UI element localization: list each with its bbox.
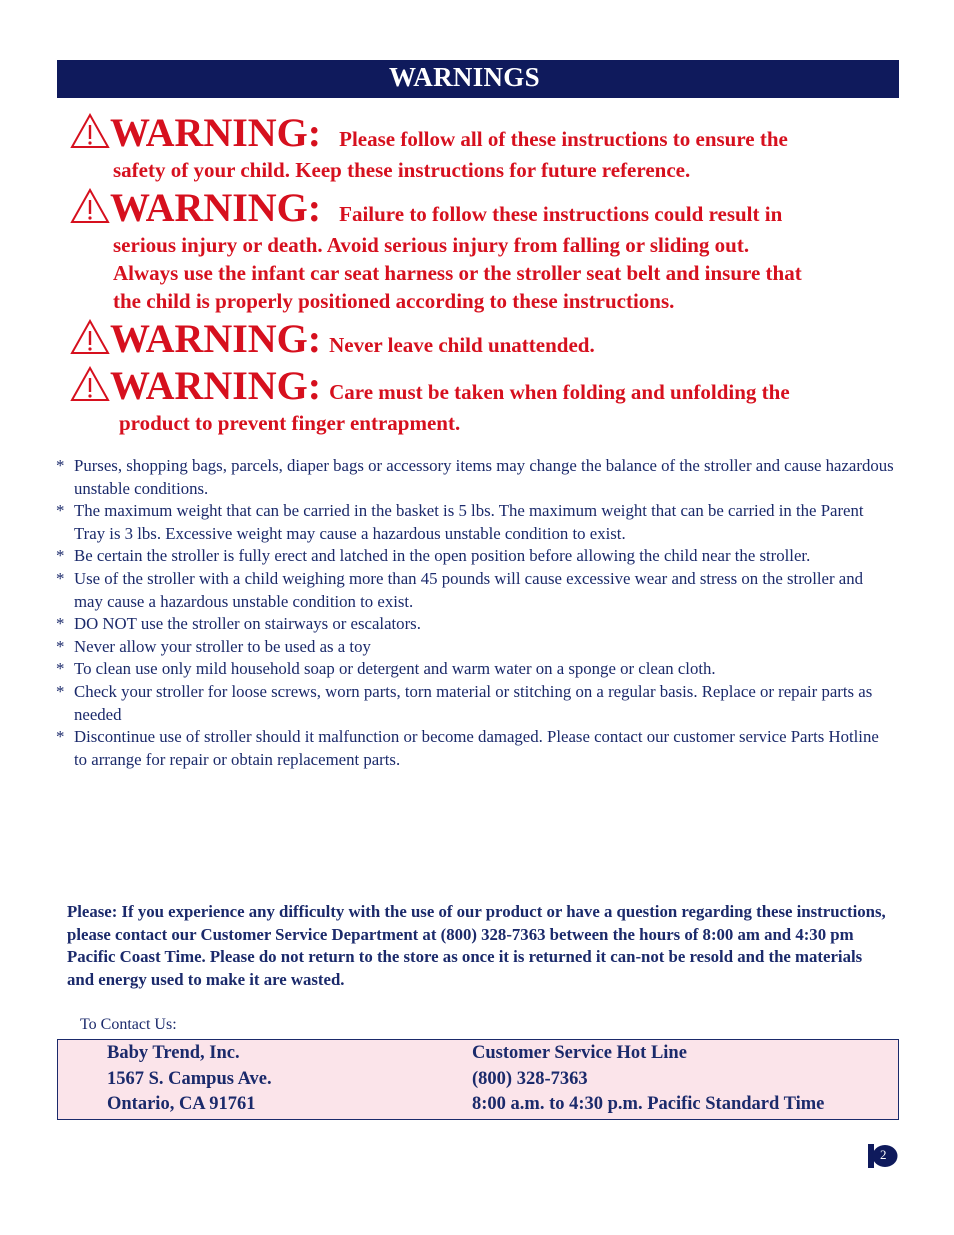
bullet-text: The maximum weight that can be carried in the basket is 5 lbs. The maximum weight that can be carried in the Parent Tray is 3 lbs. Excessive weight may cause a hazardous unstable condition to exist. [74,501,864,543]
list-item: * Never allow your stroller to be used as a toy [56,636,896,659]
warning-label: WARNING: [110,185,322,230]
contact-box [57,1039,899,1120]
warning-continuation: safety of your child. Keep these instructions for future reference. [113,158,691,182]
warning-message: Care must be taken when folding and unfolding the [329,380,790,404]
safety-bullet-list [56,455,896,771]
warnings-header-title: WARNINGS [389,62,540,92]
warning-label: WARNING: [110,363,322,408]
list-item: * DO NOT use the stroller on stairways or escalators. [56,613,896,636]
warning-block-1 [70,110,788,184]
warning-continuation: product to prevent finger entrapment. [119,411,461,435]
company-street: 1567 S. Campus Ave. [107,1068,272,1089]
hotline-phone: (800) 328-7363 [472,1068,588,1089]
bullet-text: Discontinue use of stroller should it malfunction or become damaged. Please contact our customer service Parts Hotline to arrange for repair or obtain replacement parts. [74,727,879,769]
warning-continuation: serious injury or death. Avoid serious injury from falling or sliding out. [113,233,750,257]
list-item: * Purses, shopping bags, parcels, diaper bags or accessory items may change the balance of the stroller and cause hazardous unstable conditions. [56,455,896,500]
warning-message: Failure to follow these instructions could result in [339,202,783,226]
warning-block-2 [70,185,802,315]
warning-continuation: the child is properly positioned according to these instructions. [113,289,675,313]
warning-triangle-icon [70,188,110,224]
bullet-text: Purses, shopping bags, parcels, diaper bags or accessory items may change the balance of the stroller and cause hazardous unstable conditions. [74,456,894,498]
bullet-text: Check your stroller for loose screws, worn parts, torn material or stitching on a regular basis. Replace or repair parts as needed [74,681,873,724]
warning-triangle-icon [70,366,110,402]
bullet-text: Use of the stroller with a child weighing more than 45 pounds will cause excessive wear and stress on the stroller and may cause a hazardous unstable condition to exist. [74,568,863,611]
company-city: Ontario, CA 91761 [107,1094,256,1114]
warning-label: WARNING: [110,110,322,155]
warning-triangle-icon [70,113,110,149]
hotline-title: Customer Service Hot Line [472,1043,687,1063]
bullet-text: DO NOT use the stroller on stairways or escalators. [74,614,421,634]
list-item: * To clean use only mild household soap or detergent and warm water on a sponge or clean cloth. [56,658,896,681]
hotline-hours: 8:00 a.m. to 4:30 p.m. Pacific Standard Time [472,1094,825,1114]
warning-triangle-icon [70,319,110,355]
list-item: * Be certain the stroller is fully erect and latched in the open position before allowing the child near the stroller. [56,545,896,568]
bullet-text: Never allow your stroller to be used as a toy [74,636,371,656]
company-name: Baby Trend, Inc. [107,1043,240,1063]
list-item: * Use of the stroller with a child weighing more than 45 pounds will cause excessive wear and stress on the stroller and may cause a hazardous unstable condition to exist. [56,568,896,613]
warning-label: WARNING: [110,316,322,361]
bullet-text: To clean use only mild household soap or detergent and warm water on a sponge or clean cloth. [74,659,716,679]
list-item: * The maximum weight that can be carried in the basket is 5 lbs. The maximum weight that can be carried in the Parent Tray is 3 lbs. Excessive weight may cause a hazardous unstable condition to exist. [56,500,896,545]
warning-block-3 [70,316,595,362]
page-number: 2 [880,1147,887,1162]
warning-block-4 [70,363,790,437]
warnings-header-bar [57,60,899,98]
company-address [107,1041,272,1118]
customer-service-note: Please: If you experience any difficulty with the use of our product or have a question regarding these instructions, please contact our Customer Service Department at (800) 328-7363 between the hours of 8:00 am and 4:30 pm Pacific Coast Time. Please do not return to the store as once it is returned it can-not be resold and the materials and energy used to make it are wasted. [67,902,886,989]
bullet-text: Be certain the stroller is fully erect and latched in the open position before allowing the child near the stroller. [74,546,811,566]
list-item: * Discontinue use of stroller should it malfunction or become damaged. Please contact our customer service Parts Hotline to arrange for repair or obtain replacement parts. [56,726,896,771]
warning-continuation: Always use the infant car seat harness or the stroller seat belt and insure that [113,261,802,285]
hotline-info [472,1041,824,1118]
list-item: * Check your stroller for loose screws, worn parts, torn material or stitching on a regular basis. Replace or repair parts as needed [56,681,896,726]
contact-label: To Contact Us: [80,1016,177,1033]
warning-message: Never leave child unattended. [329,333,595,357]
warning-message: Please follow all of these instructions to ensure the [339,127,788,151]
